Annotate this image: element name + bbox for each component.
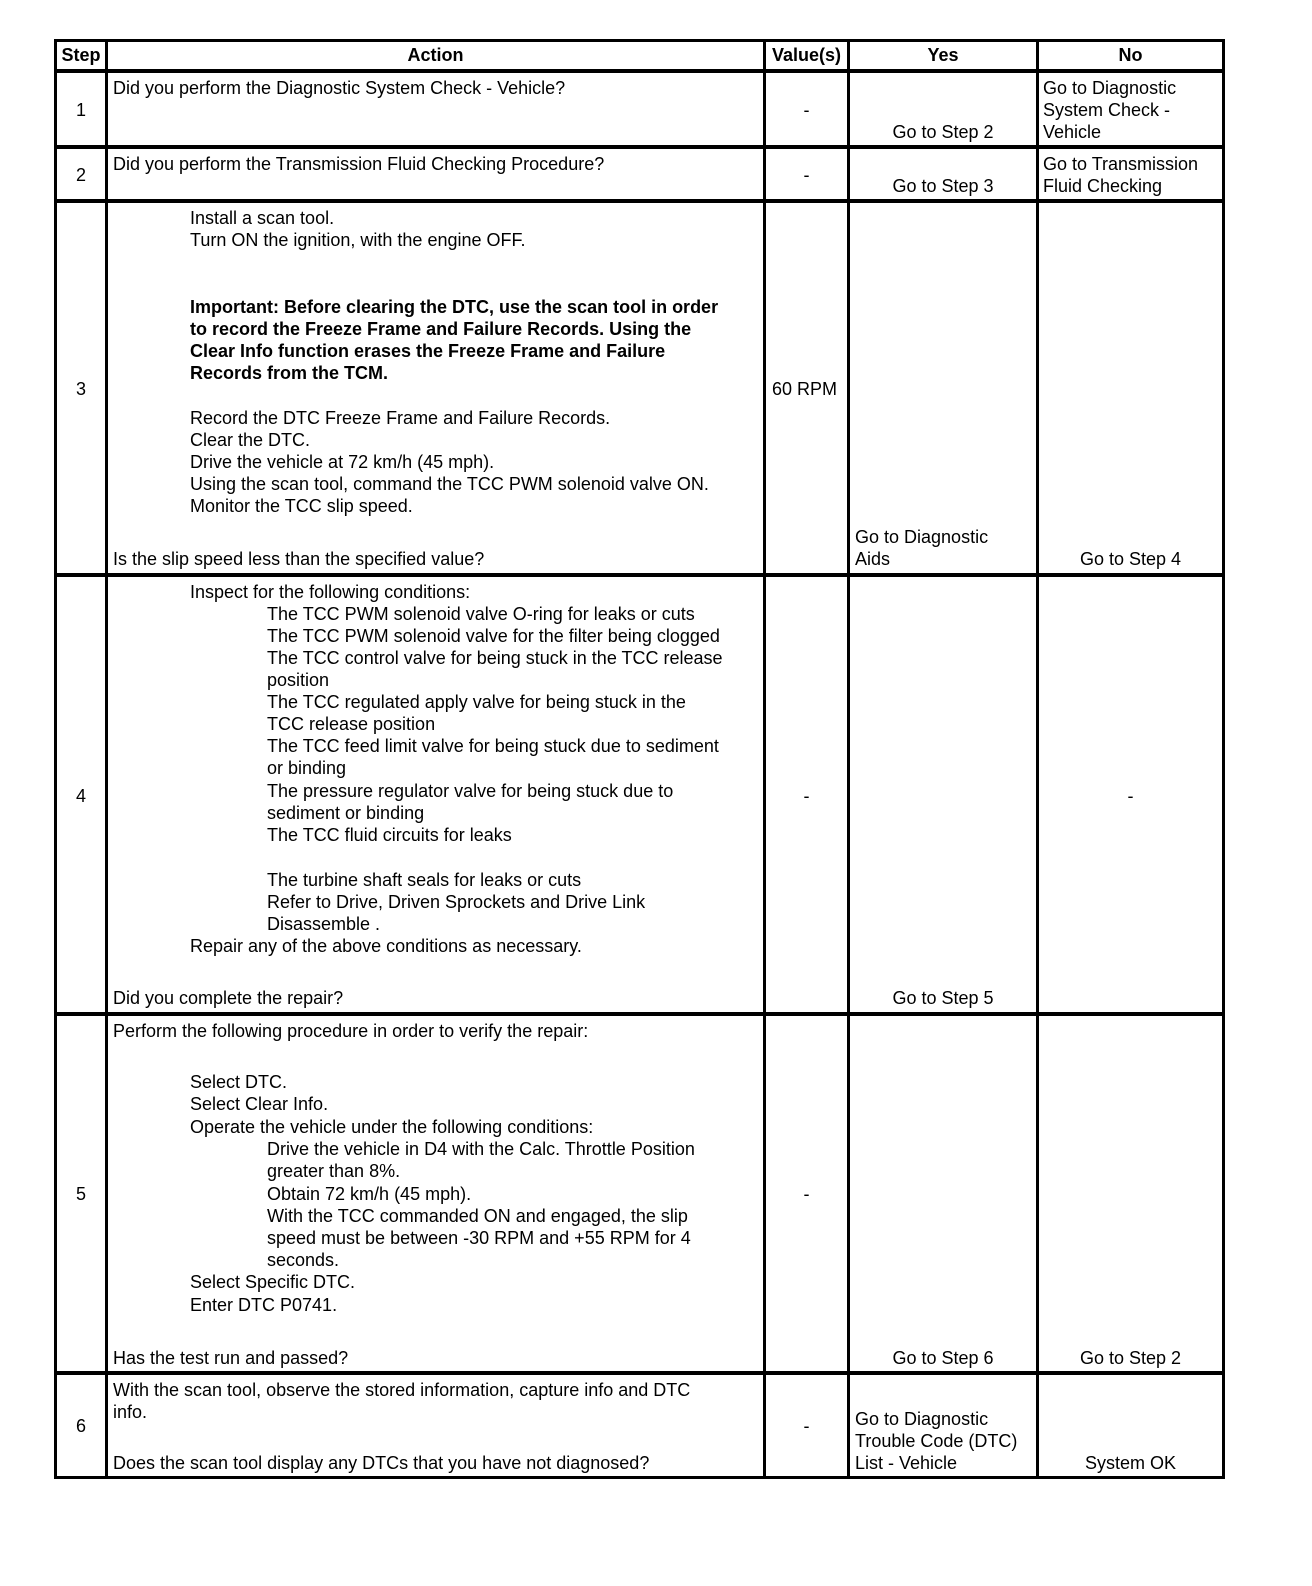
row-1-no-line-1: Go to Diagnostic bbox=[1043, 78, 1177, 98]
row-1-yes: Go to Step 2 bbox=[892, 122, 994, 142]
row-4-condition-10: sediment or binding bbox=[267, 803, 425, 823]
table-bottom-border bbox=[54, 1476, 1225, 1479]
row-3-step-b-3: Drive the vehicle at 72 km/h (45 mph). bbox=[190, 452, 495, 472]
row-6-values: - bbox=[803, 1416, 810, 1436]
row-3-important-4: Records from the TCM. bbox=[190, 363, 389, 383]
row-6-question: Does the scan tool display any DTCs that you have not diagnosed? bbox=[113, 1453, 650, 1473]
row-5-sub-3: Obtain 72 km/h (45 mph). bbox=[267, 1184, 472, 1204]
row-6-action-line-1: With the scan tool, observe the stored information, capture info and DTC bbox=[113, 1380, 691, 1400]
row-4-condition-7: The TCC feed limit valve for being stuck due to sediment bbox=[267, 736, 719, 756]
row-3-bottom-border bbox=[54, 573, 1225, 577]
row-4-condition-b-3: Disassemble . bbox=[267, 914, 381, 934]
row-4-condition-b-1: The turbine shaft seals for leaks or cuts bbox=[267, 870, 582, 890]
row-5-sub-4: With the TCC commanded ON and engaged, the slip bbox=[267, 1206, 688, 1226]
values-column-divider bbox=[847, 39, 850, 1479]
row-4-no: - bbox=[1127, 786, 1134, 806]
row-3-step-b-1: Record the DTC Freeze Frame and Failure Records. bbox=[190, 408, 611, 428]
row-3-values: 60 RPM bbox=[772, 379, 838, 399]
row-3-step: 3 bbox=[75, 379, 86, 399]
row-5-sub-5: speed must be between -30 RPM and +55 RPM for 4 bbox=[267, 1228, 691, 1248]
row-5-step-a-2: Select Clear Info. bbox=[190, 1094, 329, 1114]
row-5-yes: Go to Step 6 bbox=[892, 1348, 994, 1368]
row-3-step-b-2: Clear the DTC. bbox=[190, 430, 311, 450]
header-no: No bbox=[1118, 45, 1143, 65]
row-4-condition-8: or binding bbox=[267, 758, 347, 778]
row-3-step-a-1: Install a scan tool. bbox=[190, 208, 335, 228]
row-5-sub-1: Drive the vehicle in D4 with the Calc. Throttle Position bbox=[267, 1139, 695, 1159]
row-3-step-b-5: Monitor the TCC slip speed. bbox=[190, 496, 413, 516]
row-4-bottom-border bbox=[54, 1012, 1225, 1016]
row-4-condition-3: The TCC control valve for being stuck in the TCC release bbox=[267, 648, 723, 668]
row-5-step: 5 bbox=[75, 1184, 86, 1204]
table-top-border bbox=[54, 39, 1225, 42]
row-6-no: System OK bbox=[1084, 1453, 1177, 1473]
row-3-important-1: Important: Before clearing the DTC, use the scan tool in order bbox=[190, 297, 719, 317]
row-5-sub-6: seconds. bbox=[267, 1250, 340, 1270]
row-1-values: - bbox=[803, 100, 810, 120]
header-values: Value(s) bbox=[771, 45, 842, 65]
row-5-intro: Perform the following procedure in order to verify the repair: bbox=[113, 1021, 589, 1041]
row-4-repair: Repair any of the above conditions as necessary. bbox=[190, 936, 582, 956]
row-5-step-a-1: Select DTC. bbox=[190, 1072, 288, 1092]
row-4-question: Did you complete the repair? bbox=[113, 988, 344, 1008]
row-5-no: Go to Step 2 bbox=[1079, 1348, 1182, 1368]
row-6-action-line-2: info. bbox=[113, 1402, 148, 1422]
step-column-divider bbox=[105, 39, 108, 1479]
row-3-yes-line-2: Aids bbox=[855, 549, 891, 569]
header-step: Step bbox=[61, 45, 101, 65]
row-1-step: 1 bbox=[75, 100, 86, 120]
row-1-no-line-2: System Check - bbox=[1043, 100, 1171, 120]
header-bottom-border bbox=[54, 69, 1225, 73]
row-5-sub-2: greater than 8%. bbox=[267, 1161, 401, 1181]
row-4-condition-b-2: Refer to Drive, Driven Sprockets and Drive Link bbox=[267, 892, 646, 912]
row-1-action: Did you perform the Diagnostic System Check - Vehicle? bbox=[113, 78, 566, 98]
row-6-step: 6 bbox=[75, 1416, 86, 1436]
row-4-yes: Go to Step 5 bbox=[892, 988, 994, 1008]
row-4-condition-9: The pressure regulator valve for being stuck due to bbox=[267, 781, 674, 801]
row-2-bottom-border bbox=[54, 199, 1225, 203]
row-2-no-line-2: Fluid Checking bbox=[1043, 176, 1163, 196]
row-6-yes-line-2: Trouble Code (DTC) bbox=[855, 1431, 1018, 1451]
table-left-border bbox=[54, 39, 57, 1479]
row-3-step-b-4: Using the scan tool, command the TCC PWM solenoid valve ON. bbox=[190, 474, 709, 494]
row-4-step: 4 bbox=[75, 786, 86, 806]
row-1-bottom-border bbox=[54, 145, 1225, 149]
row-5-values: - bbox=[803, 1184, 810, 1204]
row-2-action: Did you perform the Transmission Fluid Checking Procedure? bbox=[113, 154, 605, 174]
header-yes: Yes bbox=[927, 45, 959, 65]
row-5-question: Has the test run and passed? bbox=[113, 1348, 349, 1368]
row-5-step-a-3: Operate the vehicle under the following conditions: bbox=[190, 1117, 594, 1137]
row-4-condition-5: The TCC regulated apply valve for being stuck in the bbox=[267, 692, 686, 712]
row-5-step-b-1: Select Specific DTC. bbox=[190, 1272, 356, 1292]
row-4-condition-1: The TCC PWM solenoid valve O-ring for leaks or cuts bbox=[267, 604, 695, 624]
row-4-condition-6: TCC release position bbox=[267, 714, 436, 734]
row-3-step-a-2: Turn ON the ignition, with the engine OFF. bbox=[190, 230, 526, 250]
row-2-yes: Go to Step 3 bbox=[892, 176, 994, 196]
row-3-yes-line-1: Go to Diagnostic bbox=[855, 527, 989, 547]
row-2-values: - bbox=[803, 165, 810, 185]
action-column-divider bbox=[763, 39, 766, 1479]
row-3-important-3: Clear Info function erases the Freeze Frame and Failure bbox=[190, 341, 666, 361]
row-5-step-b-2: Enter DTC P0741. bbox=[190, 1295, 338, 1315]
row-5-bottom-border bbox=[54, 1371, 1225, 1375]
row-3-important-2: to record the Freeze Frame and Failure Records. Using the bbox=[190, 319, 692, 339]
row-6-yes-line-1: Go to Diagnostic bbox=[855, 1409, 989, 1429]
row-4-condition-2: The TCC PWM solenoid valve for the filter being clogged bbox=[267, 626, 720, 646]
row-4-condition-11: The TCC fluid circuits for leaks bbox=[267, 825, 512, 845]
header-action: Action bbox=[407, 45, 464, 65]
row-2-no-line-1: Go to Transmission bbox=[1043, 154, 1199, 174]
row-3-no: Go to Step 4 bbox=[1079, 549, 1182, 569]
row-4-values: - bbox=[803, 786, 810, 806]
row-4-intro: Inspect for the following conditions: bbox=[190, 582, 471, 602]
yes-column-divider bbox=[1036, 39, 1039, 1479]
row-4-condition-4: position bbox=[267, 670, 330, 690]
row-1-no-line-3: Vehicle bbox=[1043, 122, 1102, 142]
row-6-yes-line-3: List - Vehicle bbox=[855, 1453, 958, 1473]
row-3-question: Is the slip speed less than the specified value? bbox=[113, 549, 485, 569]
table-right-border bbox=[1222, 39, 1225, 1479]
row-2-step: 2 bbox=[75, 165, 86, 185]
